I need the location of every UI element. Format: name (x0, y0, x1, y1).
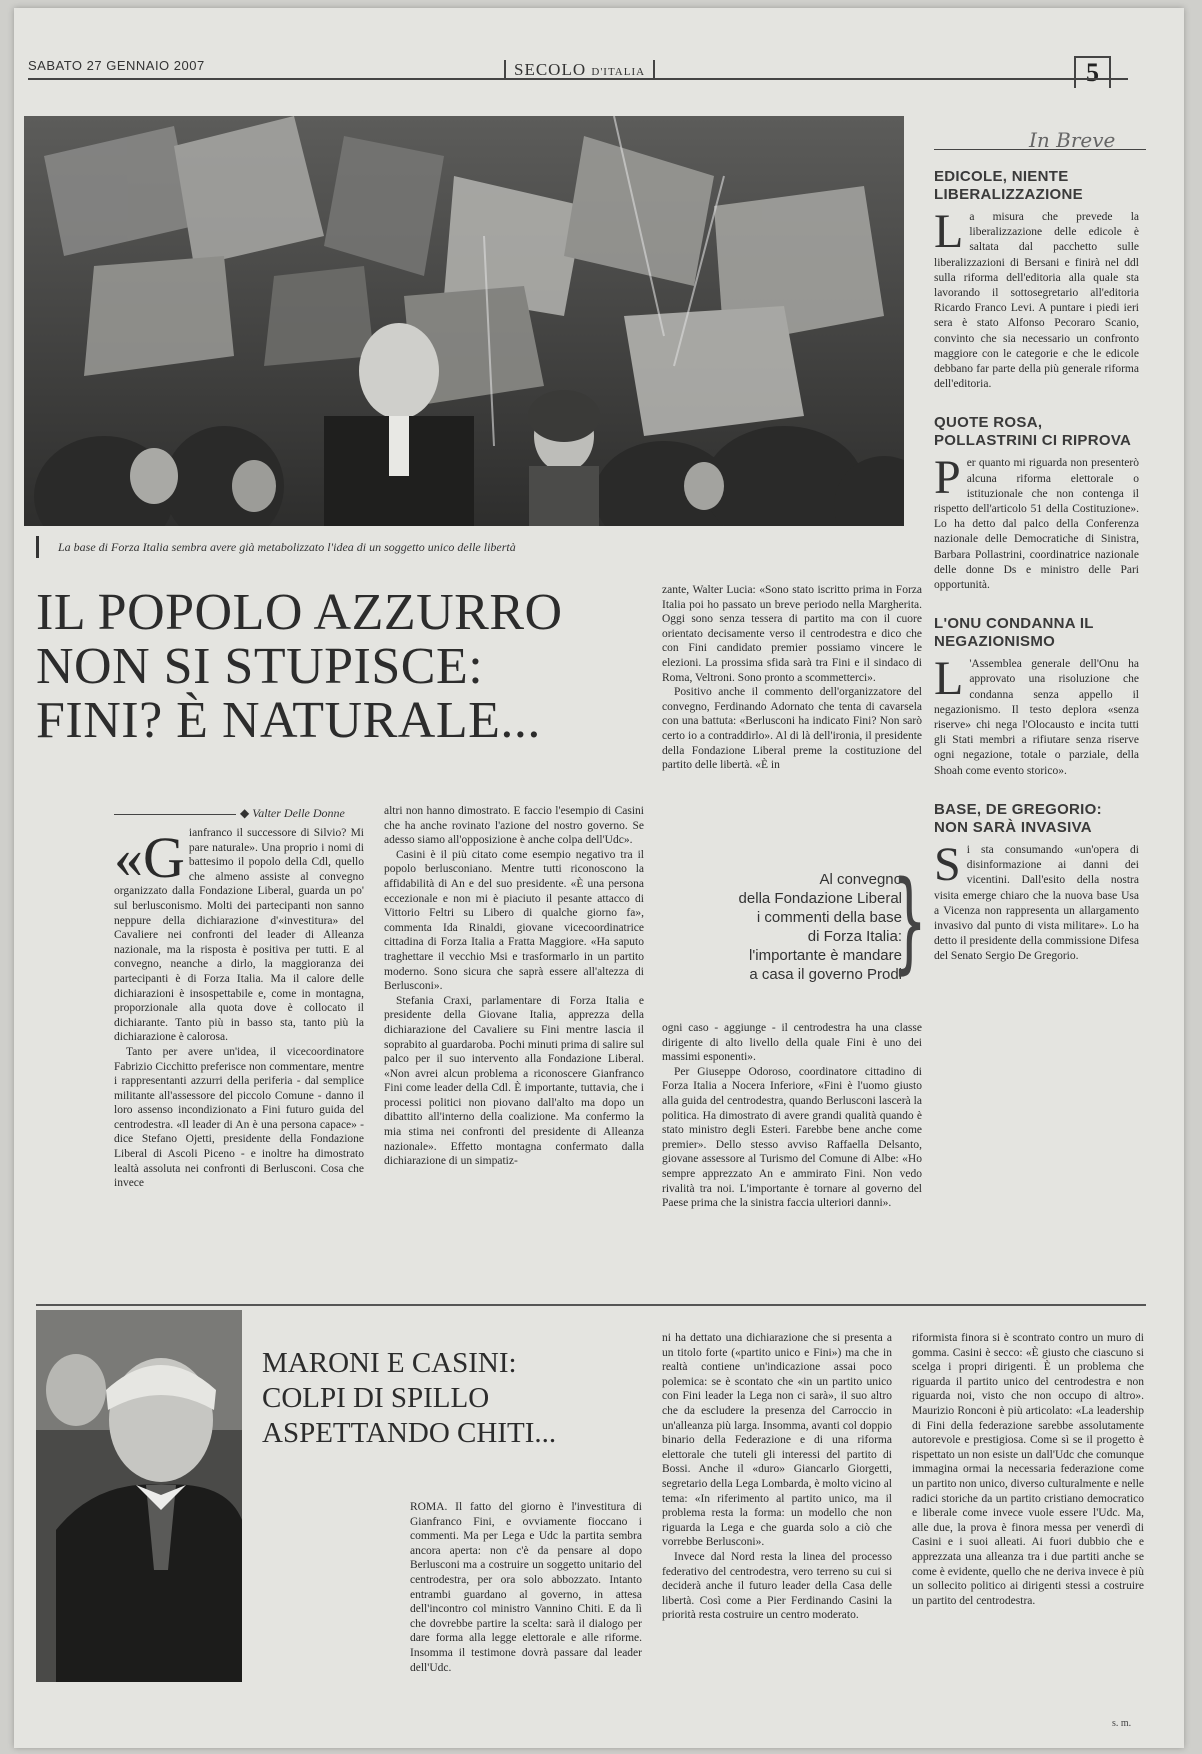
news-sidebar (934, 128, 1139, 987)
sidebar-text (934, 205, 1139, 392)
article-paragraph: Positivo anche il commento dell'organizzatore del convegno, Ferdinando Adornato che tenta di cavarsela con una battuta: «Berlusconi ha indicato Fini? Non sarò certo io a contraddirlo». Al di là dell'ironia, il presidente della Fondazione Liberal preme la costituzione del partito delle libertà. «È in (662, 686, 922, 772)
byline (240, 806, 345, 821)
headline-line: MARONI E CASINI: (262, 1347, 517, 1379)
article-column-3 (662, 583, 922, 773)
article-paragraph: altri non hanno dimostrato. E faccio l'esempio di Casini che ha anche rovinato l'azione del nostro governo. Se adesso siamo all'opposizione è anche colpa dell'Udc». (384, 805, 644, 847)
article-paragraph: Stefania Craxi, parlamentare di Forza Italia e presidente della Giovane Italia, apprezza della dichiarazione del Cavaliere su Fini mentre lascia il soprabito al guardaroba. Pochi minuti prima di salire sul palco per il suo intervento alla Fondazione Liberal. «Non avrei alcun problema a riconoscere Gianfranco Fini come leader della Cdl. È importante, tuttavia, che i processi politici non piovano dall'alto ma dopo un dibattito all'interno della coalizione. Ma confermo la mia stima nei confronti del presidente di Alleanza nazionale». Effetto montagna confermato dalla dichiarazione di un simpatiz- (384, 994, 644, 1168)
pull-quote-line: a casa il governo Prodi (749, 966, 902, 983)
headline-line: IL POPOLO AZZURRO (36, 584, 563, 641)
headline-line: ASPETTANDO CHITI... (262, 1417, 557, 1449)
sidebar-text (934, 451, 1139, 593)
drop-cap: L (934, 652, 964, 706)
article-paragraph (114, 826, 364, 1045)
sidebar-text (934, 652, 1139, 779)
masthead-rule (28, 78, 1128, 80)
pull-quote (684, 870, 902, 984)
portrait-photo (36, 1310, 242, 1682)
pull-quote-line: i commenti della base (756, 909, 902, 926)
drop-cap: «G (114, 825, 185, 890)
sidebar-headline: QUOTE ROSA, POLLASTRINI CI RIPROVA (934, 414, 1132, 450)
handwritten-note: In Breve (1029, 128, 1116, 152)
sidebar-body: er quanto mi riguarda non presenterò alcuna riforma elettorale o istituzionale che non contenga il rispetto dell'articolo 51 della Costituzione». Lo ha detto dal palco della Conferenza nazionale delle Democratiche di Sinistra, Barbara Pollastrini, coordinatrice nazionale delle donne Ds e ministro delle Pari opportunità. (934, 457, 1139, 592)
second-article-column-2 (662, 1331, 892, 1623)
author-initials: s. m. (1112, 1718, 1132, 1729)
section-rule (36, 1304, 1146, 1306)
drop-cap: S (934, 837, 961, 891)
article-column-2 (384, 804, 644, 1169)
sidebar-headline: EDICOLE, NIENTE LIBERALIZZAZIONE (934, 168, 1083, 203)
masthead-title (504, 60, 655, 80)
sidebar-body: i sta consumando «un'opera di disinformazione ai danni dei vicentini. Dall'esito della nostra visita emerge chiaro che la nuova base Usa a Vicenza non rappresenta un allargamento invasivo dal punto di vista militare». Lo ha detto il presidente della commissione Difesa del Senato Sergio De Gregorio. (934, 843, 1139, 963)
article-paragraph: ni ha dettato una dichiarazione che si presenta a un titolo forte («partito unico e Fini») ma che in realtà contiene un'indicazione assai poco polemica: se è scontato che «in un partito unico con Fini leader la Lega non ci sarà», il suo altro che da escludere la presenza del Carroccio in un'alleanza più larga. Insomma, avanti col doppio binario della Federazione e di una riforma elettorale che tuteli gli interessi del partito di Bossi. Anche il «duro» Giancarlo Giorgetti, segretario della Lega Lombarda, è molto vicino al tema: «In riferimento al partito unico, ma il problema resta la forma: un modello che non riguarda la Lega e che guarda solo a ciò che vorrebbe Berlusconi». (662, 1332, 892, 1549)
second-article-column-1 (410, 1500, 642, 1675)
sidebar-headline: L'ONU CONDANNA IL NEGAZIONISMO (934, 615, 1094, 651)
byline-rule (114, 814, 236, 815)
article-column-3-continued (662, 1021, 922, 1211)
masthead-title-text: SECOLO (514, 60, 587, 79)
main-headline (36, 586, 636, 748)
rally-photo (24, 116, 904, 526)
sidebar-text (934, 837, 1139, 965)
drop-cap: L (934, 205, 964, 258)
sidebar-headline: BASE, DE GREGORIO: NON SARÀ INVASIVA (934, 800, 1102, 836)
pull-quote-line: l'importante è mandare (749, 947, 902, 964)
article-paragraph: Tanto per avere un'idea, il vicecoordinatore Fabrizio Cicchitto preferisce non commentare, mentre i rappresentanti azzurri della periferia - dal semplice militante all'assessore del piccolo Comune - danno il loro assenso incondizionato a Fini futuro guida del centrodestra. «Il leader di An è una persona capace» - dice Stefano Ojetti, presidente della Fondazione Liberal di Ascoli Piceno - e inoltre ha dimostrato lealtà assoluta nei confronti di Berlusconi. Cosa che invece (114, 1045, 364, 1190)
pull-quote-line: di Forza Italia: (807, 928, 902, 945)
sidebar-body: 'Assemblea generale dell'Onu ha approvato una risoluzione che condanna senza appello il negazionismo. Il testo deplora «senza riserve» chi nega l'Olocausto e incita tutti gli Stati membri a rifiutare senza riserve ogni negazione, totale o parziale, della Shoah come evento storico». (934, 658, 1139, 777)
paragraph-text: ianfranco il successore di Silvio? Mi pare naturale». Una proprio i nomi di battesimo il popolo della Cdl, quello che almeno assiste al convegno organizzato dalla Fondazione Liberal, guarda un po' sul berlusconismo. Molti dei partecipanti non sanno neppure della dichiarazione d'«investitura» del Cavaliere nei confronti del leader di Alleanza nazionale, ma la risposta è positiva per tutti. E al convegno, neanche a dirlo, la maggioranza dei partecipanti è di Forza Italia. Ma il calore delle dichiarazioni è insospettabile e, come in montagna, proporzionale alla quota dove è collocato il dichiarante. Tanto più in basso sta, tanto più la dichiarazione è calorosa. (114, 827, 364, 1044)
masthead-date: SABATO 27 GENNAIO 2007 (28, 58, 205, 73)
article-paragraph: ogni caso - aggiunge - il centrodestra ha una classe dirigente di alto livello della quale Fini è uno dei massimi esponenti». (662, 1022, 922, 1064)
article-paragraph: zante, Walter Lucia: «Sono stato iscritto prima in Forza Italia poi ho passato un breve periodo nella Margherita. Oggi sono senza tessera di partito ma con il cuore orientato decisamente verso il centrodestra e dico che con Fini candidato premier possiamo vincere le elezioni. La prossima sfida sarà tra Fini e il sindaco di Roma, Veltroni. Sono pronto a scommetterci». (662, 584, 922, 684)
diamond-icon: ◆ (240, 806, 250, 820)
pull-quote-line: Al convegno (819, 871, 902, 888)
article-paragraph: Casini è il più citato come esempio negativo tra il popolo berlusconiano. Mentre tutti riconoscono la affidabilità di An e del suo presidente. «È una persona eccezionale e non mi è piaciuto il pesante attacco di Vittorio Feltri su Libero di qualche giorno fa», commenta Ida Rinaldi, giovane vicecoordinatrice cittadina di Forza Italia a Fratta Maggiore. «Ha saputo traghettare il vecchio Msi e trasformarlo in un partito moderno. Sono sicura che saprà essere all'altezza di Berlusconi». (384, 848, 644, 993)
headline-line: COLPI DI SPILLO (262, 1382, 490, 1414)
caption-marker (36, 536, 39, 558)
sidebar-body: a misura che prevede la liberalizzazione delle edicole è saltata dal pacchetto sulle liberalizzazioni di Bersani e finirà nel ddl sulla riforma dell'editoria alla quale sta lavorando il sottosegretario all'editoria Ricardo Franco Levi. A puntare i piedi ieri sera è stato Alfonso Pecoraro Scanio, convinto che sia necessario un confronto maggiore con le categorie e che le edicole debbano far parte della più generale riforma dell'editoria. (934, 211, 1139, 391)
article-paragraph: ROMA. Il fatto del giorno è l'investitura di Gianfranco Fini, e ovviamente fioccano i commenti. Ma per Lega e Udc la partita sembra ancora aperta: non c'è da pensare al dopo Berlusconi ma a costruire un soggetto unitario del centrodestra, per ora solo abbozzato. Intanto entrambi guardano al governo, in attesa dell'incontro col ministro Vannino Chiti. E da lì che dovrebbe partire la scelta: sarà il dialogo per dare forma alla legge elettorale e alle riforme. Insomma il testimone dovrà passare dal leader dell'Udc. (410, 1501, 642, 1674)
second-headline (262, 1346, 612, 1451)
article-column-1 (114, 826, 364, 1191)
photo-caption: La base di Forza Italia sembra avere già metabolizzato l'idea di un soggetto unico delle libertà (58, 540, 516, 554)
drop-cap: P (934, 451, 961, 505)
second-article-column-3 (912, 1331, 1144, 1608)
headline-line: FINI? È NATURALE... (36, 692, 541, 749)
newspaper-page (14, 8, 1184, 1748)
pull-quote-line: della Fondazione Liberal (738, 890, 902, 907)
headline-line: NON SI STUPISCE: (36, 638, 484, 695)
masthead-title-small: D'ITALIA (591, 66, 646, 78)
page-number: 5 (1074, 56, 1111, 88)
byline-author: Valter Delle Donne (252, 806, 345, 820)
article-paragraph: Per Giuseppe Odoroso, coordinatore cittadino di Forza Italia a Nocera Inferiore, «Fini è l'uomo giusto alla guida del centrodestra, quando Berlusconi lascerà la politica. Ha dimostrato di avere grandi qualità quando è stato ministro degli Esteri. Farebbe bene anche come premier». Dello stesso avviso Raffaella Delsanto, giovane assessore al Turismo del Comune di Albe: «Ho sempre apprezzato An e ammirato Fini. Non vedo rivalità tra noi. L'importante è tornare al governo del Paese prima che la sinistra faccia ulteriori danni». (662, 1065, 922, 1210)
brace-icon: } (892, 857, 927, 985)
article-paragraph: Invece dal Nord resta la linea del processo federativo del centrodestra, vero terreno su cui si deciderà anche il futuro leader della Casa delle libertà. Così come a Pier Ferdinando Casini la priorità resta costruire un centro moderato. (662, 1550, 892, 1622)
article-paragraph: riformista finora si è scontrato contro un muro di gomma. Casini è secco: «È giusto che ciascuno si scelga i propri dirigenti. È un problema che riguarda il partito unico del centrodestra e non riguarda noi, visto che non occupo di altro». Maurizio Ronconi è più articolato: «La leadership di Fini della federazione sarebbe assolutamente autorevole e prestigiosa. Come sì se il progetto è rispettato un non esiste un dall'Udc che comunque immagina ormai la necessaria federazione come un partito non unico, diverso culturalmente e nelle radici storiche da un partito cristiano democratico e liberale come invece vuole essere l'Udc. Ma, alle due, la prova è finora messa per venerdì di Casini e i suoi alleati. Ai fuori dubbio che e apprezzata una alleanza tra i due partiti anche se come è evidente, quello che ne deriva invece è più un sollecito politico ai dirigenti stessi a costruire un partito del centrodestra. (912, 1332, 1144, 1607)
